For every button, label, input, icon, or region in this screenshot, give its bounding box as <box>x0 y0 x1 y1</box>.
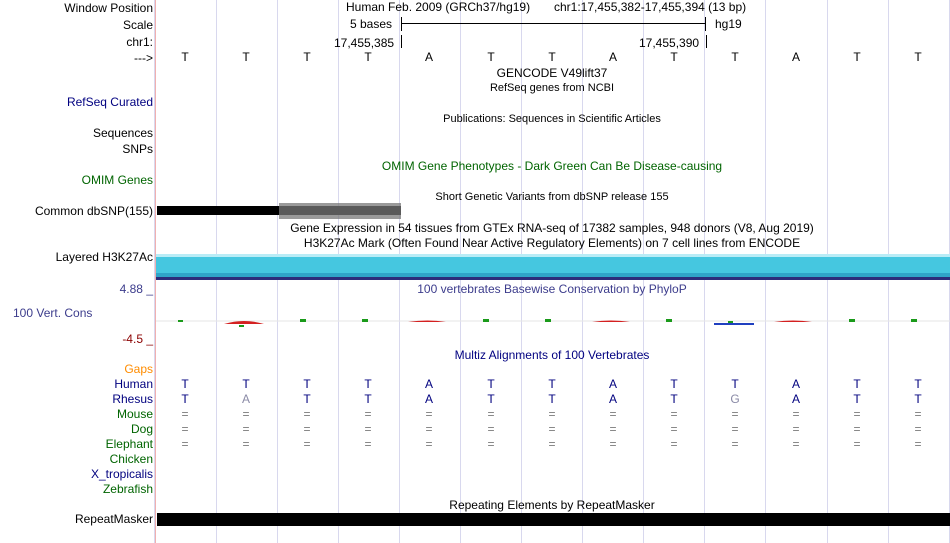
h3k27ac-track-label[interactable]: Layered H3K27Ac <box>55 250 153 264</box>
sequence-base: T <box>487 50 495 64</box>
phylop-min-label: -4.5 _ <box>122 332 153 346</box>
alignment-base: A <box>424 392 433 406</box>
phylop-max-label: 4.88 _ <box>119 282 153 296</box>
repeatmasker-feature[interactable] <box>157 513 950 526</box>
publications-track-title[interactable]: Publications: Sequences in Scientific Articles <box>443 113 661 125</box>
species-label: Mouse <box>116 407 153 421</box>
coord-right-tick <box>706 35 707 48</box>
alignment-base: T <box>731 377 739 391</box>
alignment-base: T <box>670 392 678 406</box>
alignment-base: = <box>181 437 189 451</box>
alignment-base: T <box>914 377 922 391</box>
position-title: chr1:17,455,382-17,455,394 (13 bp) <box>554 0 747 14</box>
alignment-base: = <box>303 422 311 436</box>
sequence-base: A <box>791 50 800 64</box>
sequence-base: T <box>303 50 311 64</box>
scale-label: Scale <box>122 18 153 32</box>
phylop-track-title[interactable]: 100 vertebrates Basewise Conservation by PhyloP <box>417 282 687 296</box>
refseq-track-label[interactable]: RefSeq Curated <box>66 95 153 109</box>
alignment-base: = <box>242 407 250 421</box>
sequence-base: T <box>853 50 861 64</box>
alignment-base: = <box>242 437 250 451</box>
window-position-label: Window Position <box>64 1 153 15</box>
alignment-base: T <box>303 377 311 391</box>
alignment-base: = <box>609 422 617 436</box>
alignment-base: = <box>731 422 739 436</box>
sequence-base: T <box>914 50 922 64</box>
alignment-base: = <box>792 422 800 436</box>
snps-track-label[interactable]: SNPs <box>122 142 153 156</box>
alignment-base: T <box>242 377 250 391</box>
dbsnp-track-title[interactable]: Short Genetic Variants from dbSNP release 155 <box>435 191 669 203</box>
alignment-base: = <box>425 437 433 451</box>
chrom-label: chr1: <box>126 35 153 49</box>
dbsnp-highlight <box>279 203 401 219</box>
alignment-base: A <box>791 377 800 391</box>
sequence-base: T <box>670 50 678 64</box>
alignment-base: = <box>364 407 372 421</box>
alignment-base: A <box>791 392 800 406</box>
species-label: Chicken <box>109 452 153 466</box>
species-label: Rhesus <box>112 392 153 406</box>
omim-track-label[interactable]: OMIM Genes <box>81 173 153 187</box>
alignment-base: = <box>914 437 922 451</box>
alignment-base: T <box>853 377 861 391</box>
species-label: Zebrafish <box>102 482 153 496</box>
scale-bar <box>401 17 706 31</box>
alignment-base: = <box>792 407 800 421</box>
sequence-base: T <box>181 50 189 64</box>
phylop-wiggle[interactable] <box>156 310 950 332</box>
alignment-base: = <box>731 407 739 421</box>
alignment-base: = <box>914 407 922 421</box>
alignment-base: = <box>425 422 433 436</box>
alignment-base: G <box>730 392 740 406</box>
sequence-base: A <box>424 50 433 64</box>
assembly-title: Human Feb. 2009 (GRCh37/hg19) <box>346 0 531 14</box>
repeatmasker-track-label[interactable]: RepeatMasker <box>74 512 153 526</box>
omim-track-title[interactable]: OMIM Gene Phenotypes - Dark Green Can Be Disease-causing <box>381 159 723 173</box>
sequence-base: A <box>608 50 617 64</box>
species-label: X_tropicalis <box>90 467 153 481</box>
alignment-base: = <box>303 407 311 421</box>
alignment-base: T <box>364 377 372 391</box>
multiz-track-title[interactable]: Multiz Alignments of 100 Vertebrates <box>454 348 650 362</box>
alignment-base: T <box>548 392 556 406</box>
alignment-base: T <box>548 377 556 391</box>
alignment-base: T <box>487 392 495 406</box>
strand-toggle[interactable]: ---> <box>134 51 153 65</box>
alignment-base: = <box>487 437 495 451</box>
gaps-label: Gaps <box>124 362 153 376</box>
alignment-base: = <box>425 407 433 421</box>
alignment-base: = <box>548 437 556 451</box>
alignment-base: T <box>181 392 189 406</box>
repeatmasker-track-title[interactable]: Repeating Elements by RepeatMasker <box>449 498 655 512</box>
dbsnp-track-label[interactable]: Common dbSNP(155) <box>34 204 153 218</box>
alignment-base: = <box>548 422 556 436</box>
sequence-base: T <box>731 50 739 64</box>
alignment-base: T <box>853 392 861 406</box>
species-label: Dog <box>130 422 153 436</box>
alignment-base: = <box>609 437 617 451</box>
coord-left: 17,455,385 <box>334 36 395 50</box>
gencode-track-title[interactable]: GENCODE V49lift37 <box>496 66 608 80</box>
alignment-base: = <box>792 437 800 451</box>
sequences-track-label[interactable]: Sequences <box>92 126 153 140</box>
species-label: Human <box>114 377 153 391</box>
coord-right: 17,455,390 <box>639 36 700 50</box>
sequence-base: T <box>548 50 556 64</box>
alignment-base: T <box>181 377 189 391</box>
alignment-base: = <box>853 407 861 421</box>
alignment-base: = <box>853 437 861 451</box>
alignment-base: A <box>241 392 250 406</box>
alignment-base: = <box>181 407 189 421</box>
species-label: Elephant <box>105 437 153 451</box>
h3k27ac-track-title[interactable]: H3K27Ac Mark (Often Found Near Active Regulatory Elements) on 7 cell lines from ENCODE <box>303 236 801 250</box>
scale-bar-label: 5 bases <box>350 17 393 31</box>
alignment-base: = <box>670 437 678 451</box>
alignment-base: A <box>608 377 617 391</box>
alignment-base: = <box>364 437 372 451</box>
alignment-base: = <box>487 407 495 421</box>
refseq-track-subtitle: RefSeq genes from NCBI <box>489 82 615 94</box>
alignment-base: T <box>914 392 922 406</box>
alignment-base: = <box>731 437 739 451</box>
alignment-base: = <box>181 422 189 436</box>
alignment-base: = <box>303 437 311 451</box>
alignment-base: T <box>487 377 495 391</box>
alignment-base: A <box>608 392 617 406</box>
alignment-base: = <box>487 422 495 436</box>
alignment-base: T <box>364 392 372 406</box>
alignment-base: = <box>670 407 678 421</box>
alignment-base: T <box>670 377 678 391</box>
alignment-base: A <box>424 377 433 391</box>
alignment-base: = <box>242 422 250 436</box>
alignment-base: = <box>364 422 372 436</box>
alignment-base: = <box>670 422 678 436</box>
alignment-base: = <box>548 407 556 421</box>
h3k27ac-signal[interactable] <box>156 254 950 280</box>
coord-left-tick <box>401 35 402 48</box>
alignment-base: T <box>303 392 311 406</box>
sequence-base: T <box>364 50 372 64</box>
phylop-track-label[interactable]: 100 Vert. Cons <box>13 306 93 320</box>
sequence-base: T <box>242 50 250 64</box>
db-label: hg19 <box>715 17 742 31</box>
alignment-base: = <box>853 422 861 436</box>
gtex-track-title[interactable]: Gene Expression in 54 tissues from GTEx RNA-seq of 17382 samples, 948 donors (V8, Aug 2019) <box>290 221 814 235</box>
alignment-base: = <box>609 407 617 421</box>
alignment-base: = <box>914 422 922 436</box>
